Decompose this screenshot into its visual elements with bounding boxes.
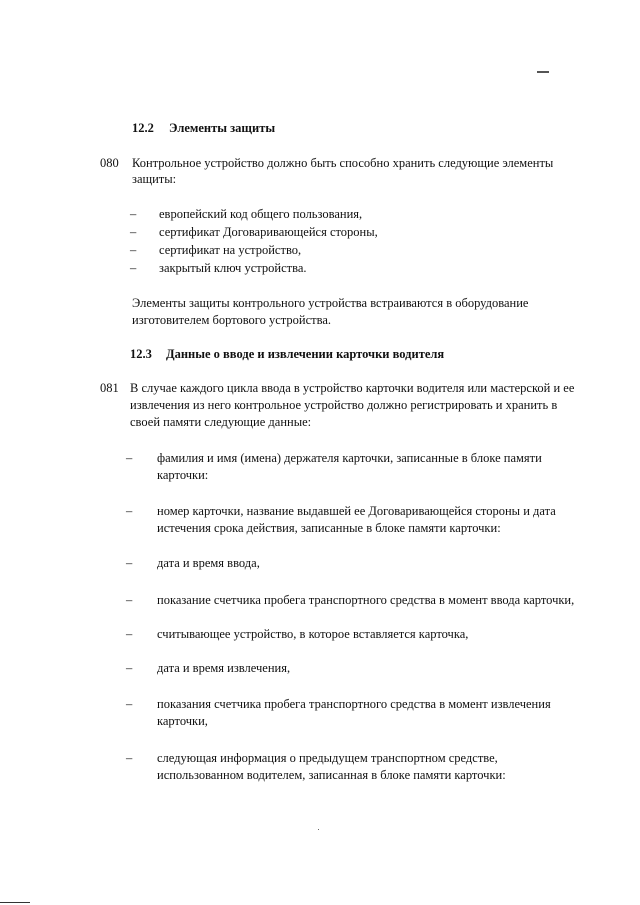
paragraph-line: защиты:	[132, 172, 177, 186]
list-dash: –	[126, 751, 133, 765]
list-item: европейский код общего пользования,	[159, 207, 363, 221]
list-dash: –	[126, 661, 133, 675]
list-dash: –	[130, 261, 137, 275]
list-dash: –	[126, 627, 133, 641]
paragraph-line: своей памяти следующие данные:	[130, 415, 312, 429]
list-item: карточки:	[157, 468, 209, 482]
paragraph-number: 081	[100, 381, 119, 395]
list-item: дата и время ввода,	[157, 556, 260, 570]
section-number: 12.3	[130, 347, 152, 361]
paragraph-line: Элементы защиты контрольного устройства встраиваются в оборудование	[132, 296, 529, 310]
list-item: следующая информация о предыдущем транспортном средстве,	[157, 751, 498, 765]
list-dash: –	[126, 451, 133, 465]
scan-edge-mark	[0, 902, 30, 903]
paragraph-line: изготовителем бортового устройства.	[132, 313, 332, 327]
list-item: истечения срока действия, записанные в блоке памяти карточки:	[157, 521, 501, 535]
scan-speck	[318, 829, 319, 830]
list-item: фамилия и имя (имена) держателя карточки, записанные в блоке памяти	[157, 451, 542, 465]
paragraph-line: В случае каждого цикла ввода в устройство карточки водителя или мастерской и ее	[130, 381, 575, 395]
list-item: показания счетчика пробега транспортного средства в момент извлечения	[157, 697, 551, 711]
list-item: считывающее устройство, в которое вставляется карточка,	[157, 627, 469, 641]
list-item: сертификат на устройство,	[159, 243, 302, 257]
list-item: дата и время извлечения,	[157, 661, 291, 675]
list-item: номер карточки, название выдавшей ее Договаривающейся стороны и дата	[157, 504, 556, 518]
list-dash: –	[126, 504, 133, 518]
paragraph-number: 080	[100, 156, 119, 170]
list-dash: –	[126, 593, 133, 607]
section-title: Элементы защиты	[169, 121, 276, 135]
section-number: 12.2	[132, 121, 154, 135]
list-dash: –	[126, 697, 133, 711]
list-item: сертификат Договаривающейся стороны,	[159, 225, 378, 239]
list-item: использованном водителем, записанная в блоке памяти карточки:	[157, 768, 506, 782]
scan-mark	[537, 71, 549, 73]
paragraph-line: Контрольное устройство должно быть способно хранить следующие элементы	[132, 156, 554, 170]
section-title: Данные о вводе и извлечении карточки водителя	[166, 347, 445, 361]
paragraph-line: извлечения из него контрольное устройство должно регистрировать и хранить в	[130, 398, 558, 412]
list-dash: –	[130, 207, 137, 221]
list-dash: –	[126, 556, 133, 570]
list-dash: –	[130, 225, 137, 239]
list-item: карточки,	[157, 714, 208, 728]
list-item: закрытый ключ устройства.	[159, 261, 307, 275]
list-dash: –	[130, 243, 137, 257]
list-item: показание счетчика пробега транспортного средства в момент ввода карточки,	[157, 593, 575, 607]
